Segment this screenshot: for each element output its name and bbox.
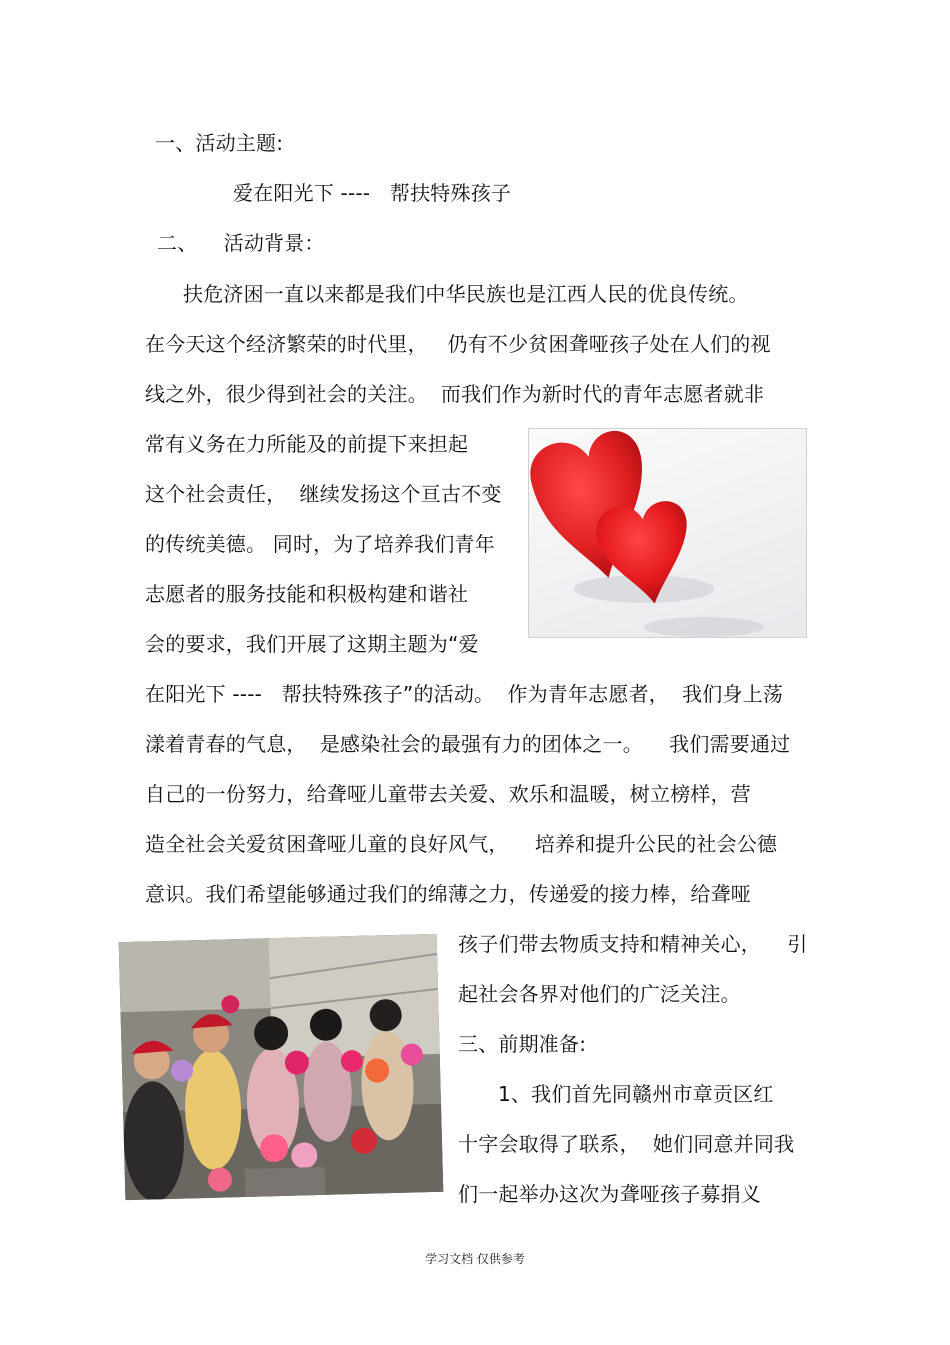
para-line: 孩子们带去物质支持和精神关心， 引 <box>458 932 808 956</box>
prep-line: 们一起举办这次为聋哑孩子募捐义 <box>458 1182 761 1206</box>
section3-heading: 三、前期准备: <box>458 1032 587 1056</box>
prep-line: 十字会取得了联系， 她们同意并同我 <box>458 1132 795 1156</box>
para-line: 常有义务在力所能及的前提下来担起 <box>145 432 469 456</box>
para-line: 会的要求，我们开展了这期主题为“爱 <box>145 632 479 656</box>
para-line: 的传统美德。 同时，为了培养我们青年 <box>145 532 495 556</box>
para-line: 在阳光下 ---- 帮扶特殊孩子”的活动。 作为青年志愿者， 我们身上荡 <box>145 682 784 706</box>
para-line: 在今天这个经济繁荣的时代里， 仍有不少贫困聋哑孩子处在人们的视 <box>145 332 771 356</box>
para-line: 志愿者的服务技能和积极构建和谐社 <box>145 582 469 606</box>
hearts-photo <box>528 428 807 638</box>
para-line: 自己的一份努力，给聋哑儿童带去关爱、欢乐和温暖，树立榜样，营 <box>145 782 751 806</box>
children-with-balloons-image <box>119 934 444 1200</box>
footer-note: 学习文档 仅供参考 <box>425 1252 525 1266</box>
red-hearts-image <box>529 429 806 637</box>
section1-heading: 一、活动主题: <box>155 131 284 155</box>
para-line: 这个社会责任， 继续发扬这个亘古不变 <box>145 482 502 506</box>
para-line: 起社会各界对他们的广泛关注。 <box>458 982 741 1006</box>
para-line: 线之外，很少得到社会的关注。 而我们作为新时代的青年志愿者就非 <box>145 382 765 406</box>
theme-line: 爱在阳光下 ---- 帮扶特殊孩子 <box>233 181 512 205</box>
para-line: 意识。我们希望能够通过我们的绵薄之力，传递爱的接力棒，给聋哑 <box>145 882 751 906</box>
para-line: 漾着青春的气息， 是感染社会的最强有力的团体之一。 我们需要通过 <box>145 732 791 756</box>
prep-line: 1、我们首先同赣州市章贡区红 <box>498 1082 774 1106</box>
volunteers-photo <box>119 934 444 1200</box>
para-line: 扶危济困一直以来都是我们中华民族也是江西人民的优良传统。 <box>183 282 749 306</box>
para-line: 造全社会关爱贫困聋哑儿童的良好风气， 培养和提升公民的社会公德 <box>145 832 778 856</box>
section2-heading: 二、 活动背景： <box>157 231 325 255</box>
